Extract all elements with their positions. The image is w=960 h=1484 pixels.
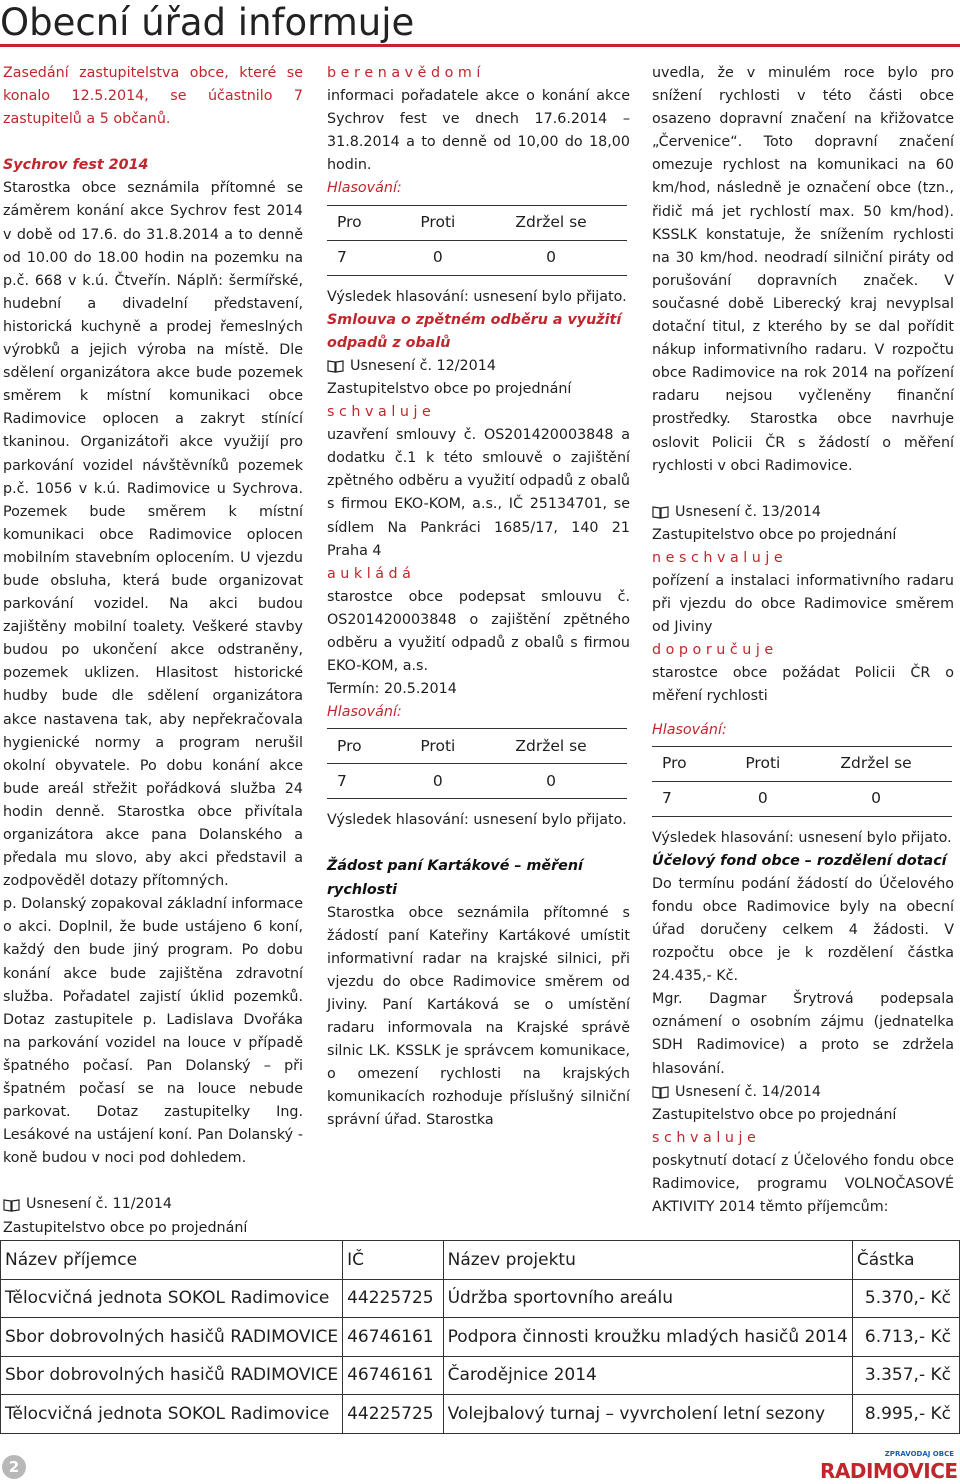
vote-table-3	[652, 746, 952, 817]
ic-cell: 46746161	[343, 1356, 444, 1395]
recommends-text: starostce obce požádat Policii ČR o měření rychlosti	[652, 665, 954, 705]
vote-header-zdrzel: Zdržel se	[800, 746, 952, 781]
vote-value-zdrzel: 0	[475, 240, 627, 275]
column-2	[327, 62, 630, 1133]
book-icon	[327, 359, 344, 373]
resolution-13-intro: Zastupitelstvo obce po projednání	[652, 526, 897, 543]
not-approves-keyword: n e s c h v a l u j e	[652, 549, 783, 566]
resolution-12-intro: Zastupitelstvo obce po projednání	[327, 380, 572, 397]
book-icon	[652, 1085, 669, 1099]
newsletter-logo	[820, 1450, 958, 1482]
resolution-14	[652, 1081, 954, 1104]
recipient-cell: Tělocvičná jednota SOKOL Radimovice	[1, 1395, 343, 1434]
project-cell: Volejbalový turnaj – vyvrcholení letní sezony	[443, 1395, 852, 1434]
project-cell: Čarodějnice 2014	[443, 1356, 852, 1395]
vote-value-pro: 7	[652, 781, 726, 816]
meeting-intro: Zasedání zastupitelstva obce, které se konalo 12.5.2014, se účastnilo 7 zastupitelů a 5 občanů.	[3, 65, 303, 128]
grants-header-recipient: Název příjemce	[1, 1241, 343, 1280]
amount-cell: 5.370,- Kč	[852, 1279, 959, 1318]
vote-header-proti: Proti	[726, 746, 800, 781]
resolution-12	[327, 355, 630, 378]
project-cell: Podpora činnosti kroužku mladých hasičů 2014	[443, 1318, 852, 1357]
resolution-12-label: Usnesení č. 12/2014	[350, 357, 496, 374]
vote-header-pro: Pro	[327, 729, 401, 764]
section-heading-kartakova: Žádost paní Kartákové – měření rychlosti	[327, 858, 583, 898]
resolution-11-intro: Zastupitelstvo obce po projednání	[3, 1219, 248, 1236]
vote-value-proti: 0	[401, 240, 475, 275]
vote-header-pro: Pro	[327, 205, 401, 240]
instructs-keyword: a u k l á d á	[327, 565, 411, 582]
fund-paragraph: Do termínu podání žádostí do Účelového fondu obce Radimovice byly na obecní úřad doručeny celkem 4 žádosti. V rozpočtu obce je k rozdělení částka 24.435,- Kč.	[652, 875, 954, 985]
approves-keyword-2: s c h v a l u j e	[652, 1129, 756, 1146]
kartakova-paragraph: Starostka obce seznámila přítomné s žádostí paní Kateřiny Kartákové umístit informativní radar na krajské silnici, při vjezdu do obce Radimovice směrem od Jiviny. Paní Kartáková se o umístění radaru informovala na Krajské správě silnic LK. KSSLK je správcem komunikace, o omezení rychlosti na krajských komunikacích rozhoduje příslušný silniční správní úřad. Starostka	[327, 904, 630, 1129]
voting-label-2: Hlasování:	[327, 704, 402, 721]
section-heading-sychrov: Sychrov fest 2014	[3, 157, 149, 174]
not-approves-text: pořízení a instalaci informativního radaru při vjezdu do obce Radimovice směrem od Jiviny	[652, 572, 954, 636]
takes-note-text: informaci pořadatele akce o konání akce Sychrov fest ve dnech 17.6.2014 – 31.8.2014 a to denně od 10,00 do 18,00 hodin.	[327, 88, 630, 174]
vote-value-proti: 0	[726, 781, 800, 816]
vote-header-pro: Pro	[652, 746, 726, 781]
resolution-13	[652, 501, 954, 524]
approves-text-2: poskytnutí dotací z Účelového fondu obce Radimovice, programu VOLNOČASOVÉ AKTIVITY 2014 těmto příjemcům:	[652, 1152, 954, 1216]
dolansky-paragraph: p. Dolanský zopakoval základní informace o akci. Doplnil, že bude ustájeno 6 koní, každý den bude jiný program. Po dobu konání akce bude zajištěna zdravotní služba. Pořadatel zajistí úklid pozemků. Dotaz zastupitele p. Ladislava Dvořáka na parkování vozidel na louce v případě špatného počasí. Pan Dolanský – při špatném počasí se na louce nebude parkovat. Dotaz zastupitelky Ing. Lesákové na ustájení koní. Pan Dolanský - koně budou v noci pod dohledem.	[3, 896, 303, 1167]
grants-header-amount: Částka	[852, 1241, 959, 1280]
book-icon	[3, 1198, 20, 1212]
approves-keyword: s c h v a l u j e	[327, 404, 431, 421]
vote-header-zdrzel: Zdržel se	[475, 729, 627, 764]
project-cell: Údržba sportovního areálu	[443, 1279, 852, 1318]
sychrov-paragraph: Starostka obce seznámila přítomné se záměrem konání akce Sychrov fest 2014 v době od 17.6. do 31.8.2014 a to denně od 10.00 do 18.00 hodin na pozemku na p.č. 668 v k.ú. Čtveřín. Náplň: šermířské, hudební a divadelní představení, historická kuchyně a prodej řemeslných výrobků a jejich výroba na místě. Dle sdělení organizátora akce bude pozemek směrem k místní komunikaci obce Radimovice oplocen a zakryt stínící tkaninou. Organizátoři akce využijí pro parkování vozidel návštěvníků pozemek p.č. 1056 v k.ú. Radimovice u Sychrova. Pozemek bude směrem k místní komunikaci obce Radimovice oplocen mobilním stavebním oplocením. U vjezdu bude obsluha, která bude organizovat parkování vozidel. Na akci budou zajištěny mobilní toalety. Veškeré stavby budou po ukončení akce odstraněny, pozemek uklizen. Hlasitost historické hudby bude dle sdělení organizátora akce nastavena tak, aby nepřekračovala hygienické normy a program nerušil okolní obyvatele. Po dobu konání akce bude areál střežit pořádková služba 24 hodin denně. Starostka obce přivítala organizátora akce pana Dolanského a předala mu slovo, aby akci představil a zodpověděl dotazy přítomných.	[3, 180, 303, 890]
vote-table-2	[327, 728, 627, 799]
vote-result-3: Výsledek hlasování: usnesení bylo přijato.	[652, 829, 952, 846]
section-heading-contract: Smlouva o zpětném odběru a využití odpadů z obalů	[327, 311, 622, 351]
table-row	[1, 1356, 960, 1395]
vote-value-zdrzel: 0	[475, 764, 627, 799]
recipient-cell: Sbor dobrovolných hasičů RADIMOVICE	[1, 1356, 343, 1395]
voting-label-1: Hlasování:	[327, 180, 402, 197]
vote-result-2: Výsledek hlasování: usnesení bylo přijato.	[327, 812, 627, 829]
radar-continuation: uvedla, že v minulém roce bylo pro snížení rychlosti v této části obce osazeno dopravní značení na křižovatce „Červenice“. Toto dopravní značení omezuje rychlost na komunikaci na 60 km/hod, následně je označení obce (tzn., řidič má jet rychlostí max. 50 km/hod). KSSLK konstatuje, že snížením rychlosti na 30 km/hod. neodradí silniční piráty od porušování dopravních značek. V současné době Liberecký kraj nevyplsal dotační titul, z kterého by se dal pořídit nákup informativního radaru. V rozpočtu obce Radimovice na rok 2014 na pořízení radaru nejsou vyčleněny finanční prostředky. Starostka obce navrhuje oslovit Policii ČR s žádostí o měření rychlosti v obci Radimovice.	[652, 65, 954, 474]
grants-table	[0, 1240, 960, 1434]
vote-header-proti: Proti	[401, 729, 475, 764]
grants-header-project: Název projektu	[443, 1241, 852, 1280]
logo-subtitle: ZPRAVODAJ OBCE	[884, 1450, 954, 1458]
table-row	[1, 1318, 960, 1357]
table-row	[1, 1395, 960, 1434]
grants-header-ic: IČ	[343, 1241, 444, 1280]
column-1	[3, 62, 303, 1240]
voting-label-3: Hlasování:	[652, 721, 727, 738]
section-heading-fund: Účelový fond obce – rozdělení dotací	[652, 852, 947, 869]
amount-cell: 3.357,- Kč	[852, 1356, 959, 1395]
vote-value-proti: 0	[401, 764, 475, 799]
ic-cell: 44225725	[343, 1395, 444, 1434]
amount-cell: 8.995,- Kč	[852, 1395, 959, 1434]
recommends-keyword: d o p o r u č u j e	[652, 642, 774, 659]
recipient-cell: Sbor dobrovolných hasičů RADIMOVICE	[1, 1318, 343, 1357]
title-underline	[0, 44, 960, 47]
ic-cell: 44225725	[343, 1279, 444, 1318]
srytrova-paragraph: Mgr. Dagmar Šrytrová podepsala oznámení o osobním zájmu (jednatelka SDH Radimovice) a proto se zdržela hlasování.	[652, 991, 954, 1077]
book-icon	[652, 505, 669, 519]
logo-wordmark: RADIMOVICE	[820, 1459, 958, 1483]
grants-header-row	[1, 1241, 960, 1280]
resolution-11-label: Usnesení č. 11/2014	[26, 1196, 172, 1213]
vote-value-pro: 7	[327, 764, 401, 799]
table-row	[1, 1279, 960, 1318]
instructs-text: starostce obce podepsat smlouvu č. OS201420003848 o zajištění zpětného odběru a využití odpadů z obalů s firmou EKO-KOM, a.s.	[327, 588, 630, 675]
column-3	[652, 62, 954, 1219]
recipient-cell: Tělocvičná jednota SOKOL Radimovice	[1, 1279, 343, 1318]
vote-table-1	[327, 205, 627, 276]
resolution-11	[3, 1193, 303, 1216]
approves-text: uzavření smlouvy č. OS201420003848 a dodatku č.1 k této smlouvě o zajištění zpětného odběru a využití odpadů z obalů s firmou EKO-KOM, a.s., IČ 25134701, se sídlem Na Pankráci 1685/17, 140 21 Praha 4	[327, 427, 630, 559]
resolution-13-label: Usnesení č. 13/2014	[675, 503, 821, 520]
vote-header-proti: Proti	[401, 205, 475, 240]
vote-value-pro: 7	[327, 240, 401, 275]
resolution-14-intro: Zastupitelstvo obce po projednání	[652, 1106, 897, 1123]
deadline: Termín: 20.5.2014	[327, 681, 457, 698]
vote-result-1: Výsledek hlasování: usnesení bylo přijato.	[327, 288, 627, 305]
takes-note-keyword: b e r e n a v ě d o m í	[327, 65, 481, 81]
ic-cell: 46746161	[343, 1318, 444, 1357]
page-number: 2	[2, 1455, 26, 1479]
page-title: Obecní úřad informuje	[0, 1, 415, 44]
amount-cell: 6.713,- Kč	[852, 1318, 959, 1357]
vote-value-zdrzel: 0	[800, 781, 952, 816]
resolution-14-label: Usnesení č. 14/2014	[675, 1083, 821, 1100]
vote-header-zdrzel: Zdržel se	[475, 205, 627, 240]
